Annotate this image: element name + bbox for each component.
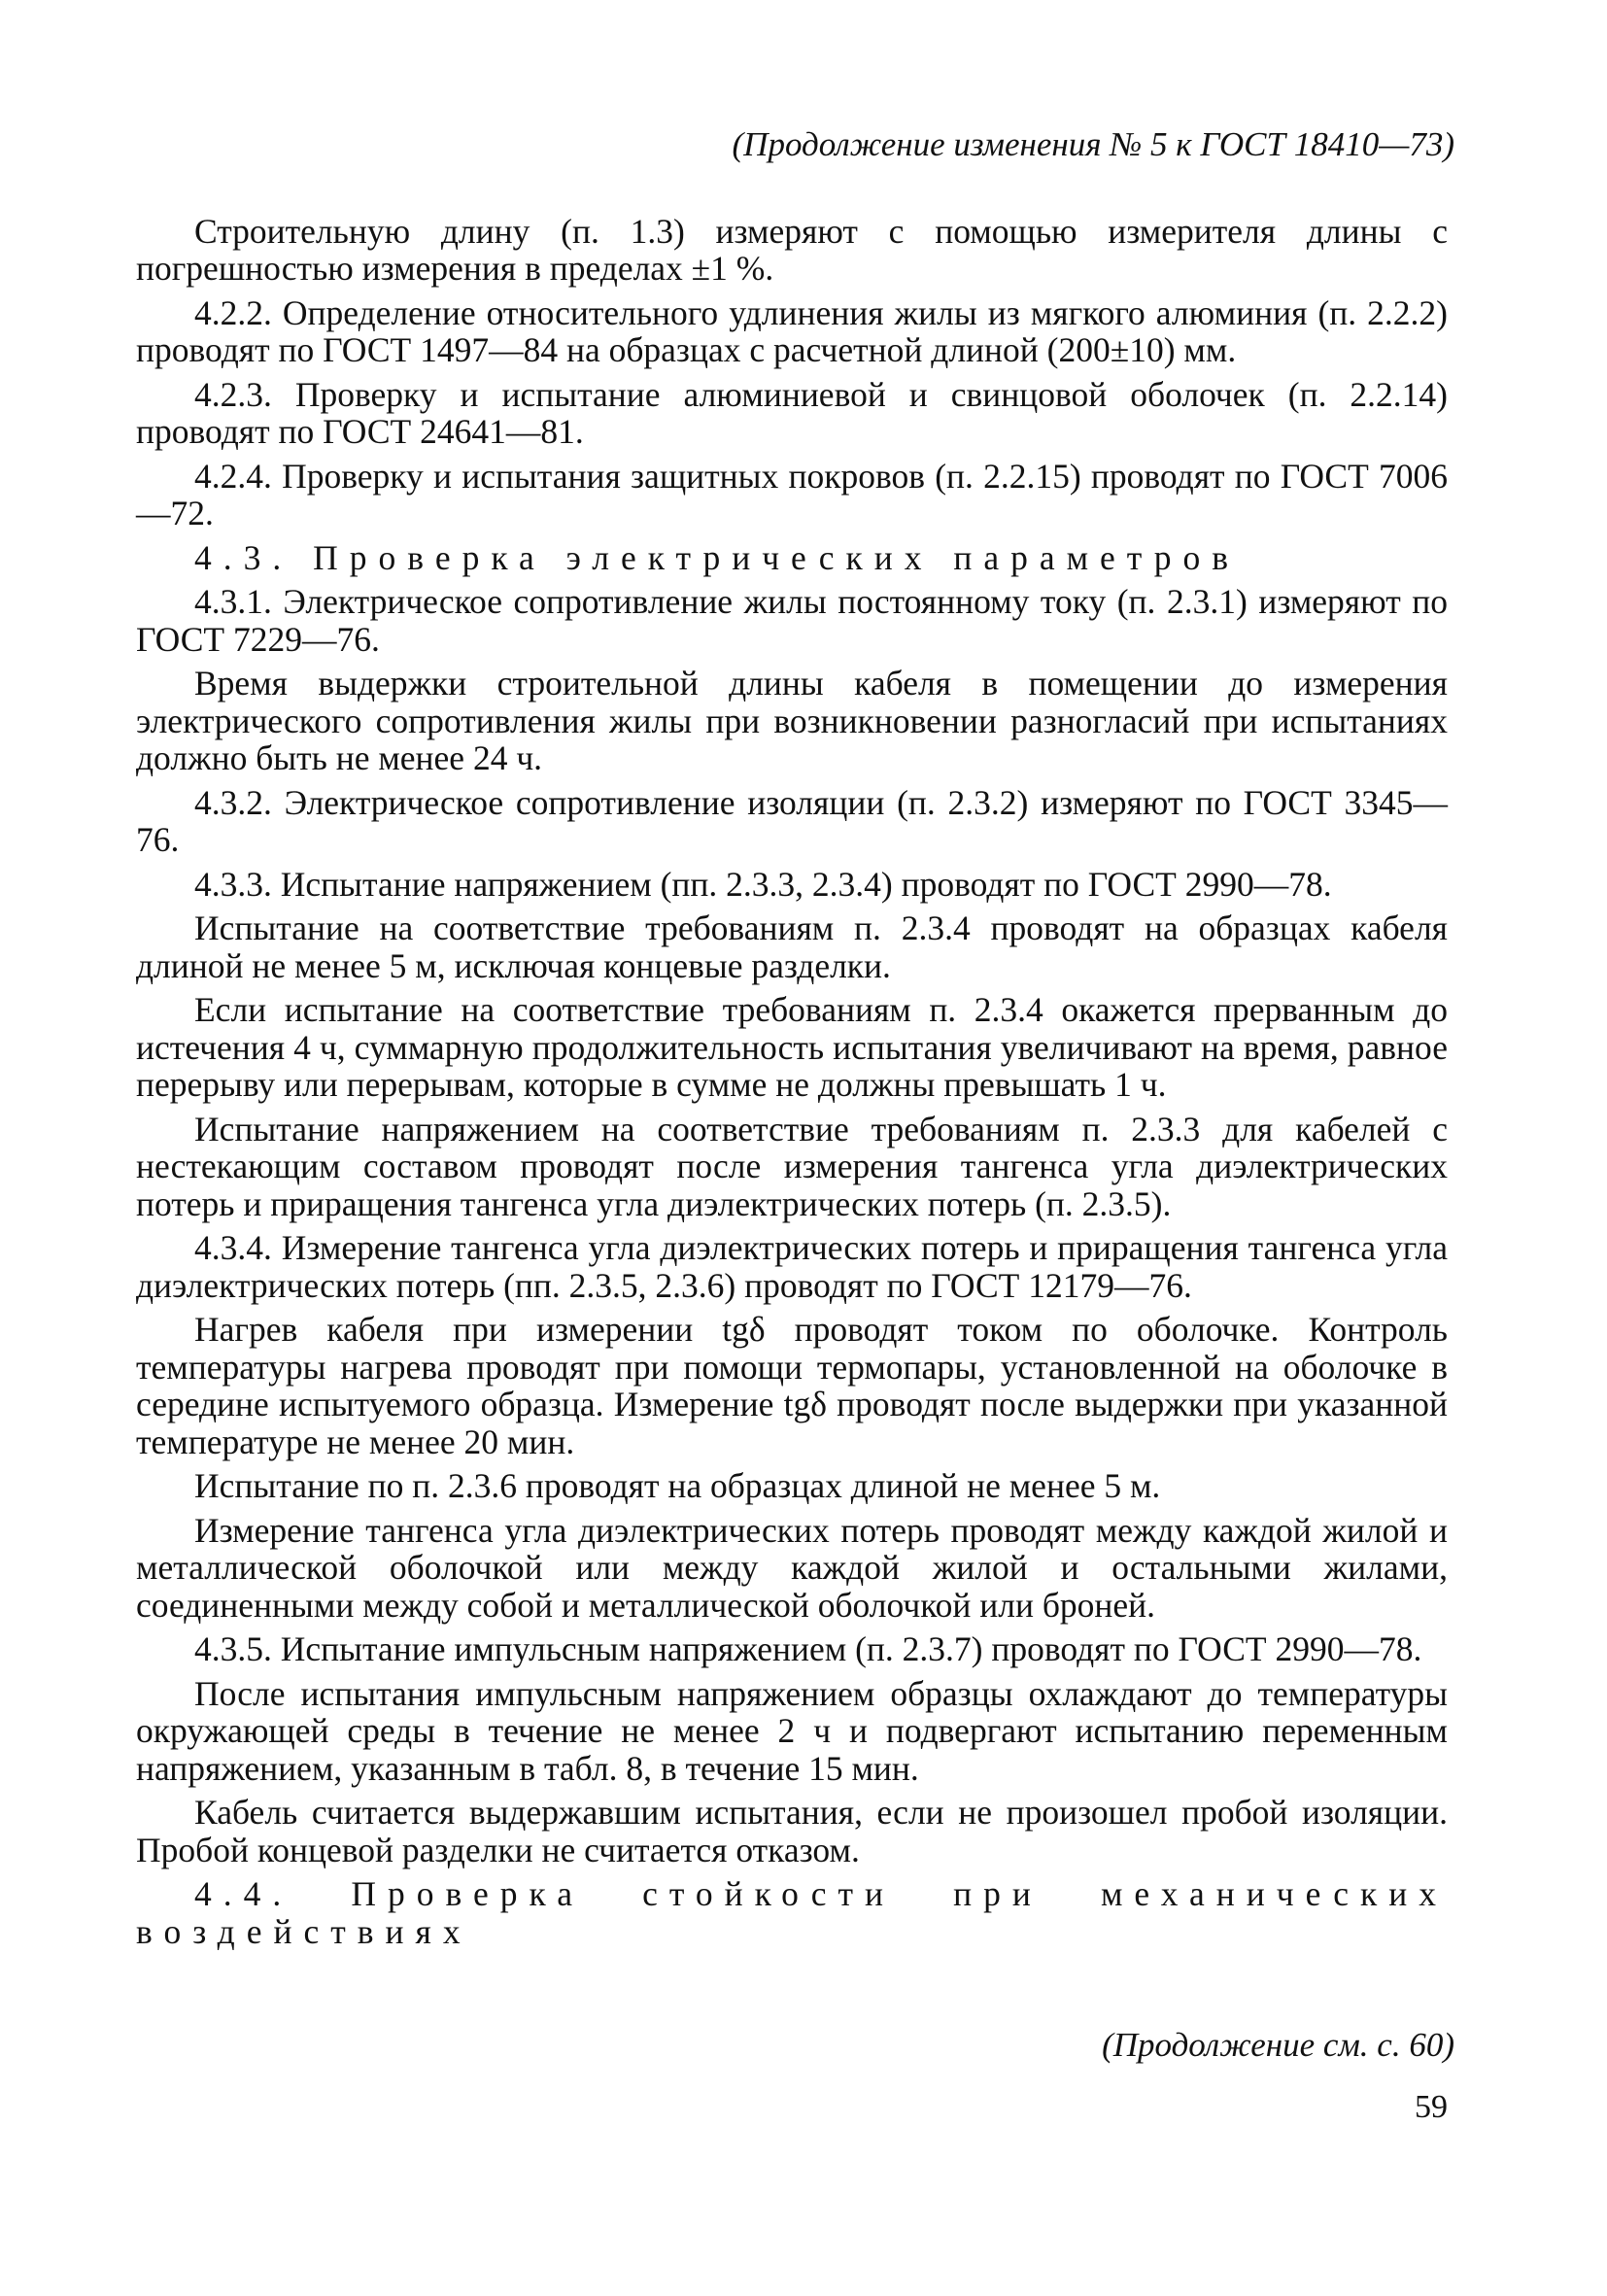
paragraph: Измерение тангенса угла диэлектрических потерь проводят между каждой жилой и металлической оболочкой или между каждой жилой и остальными жилами, соединенными между собой и металлической оболочкой или броней. (136, 1510, 1448, 1625)
page-number: 59 (1415, 2089, 1448, 2125)
paragraph: Нагрев кабеля при измерении tgδ проводят током по оболочке. Контроль температуры нагрева проводят при помощи термопары, установленной на оболочке в середине испытуемого образца. Измерение tgδ проводят после выдержки при указанной температуре не менее 20 мин. (136, 1310, 1448, 1461)
section-heading-4-4: 4.4. Проверка стойкости при механических воздействиях (136, 1874, 1448, 1951)
paragraph: 4.3.1. Электрическое сопротивление жилы постоянному току (п. 2.3.1) измеряют по ГОСТ 7229—76. (136, 582, 1448, 659)
section-heading-4-3: 4.3. Проверка электрических параметров (194, 537, 1241, 577)
page-header: (Продолжение изменения № 5 к ГОСТ 18410—73) (732, 125, 1454, 163)
paragraph: После испытания импульсным напряжением образцы охлаждают до температуры окружающей среды в течение не менее 2 ч и подвергают испытанию переменным напряжением, указанным в табл. 8, в течение 15 мин. (136, 1673, 1448, 1788)
paragraph: Испытание напряжением на соответствие требованиям п. 2.3.3 для кабелей с нестекающим составом проводят после измерения тангенса угла диэлектрических потерь и приращения тангенса угла диэлектрических потерь (п. 2.3.5). (136, 1109, 1448, 1223)
paragraph: Испытание на соответствие требованиям п. 2.3.4 проводят на образцах кабеля длиной не менее 5 м, исключая концевые разделки. (136, 908, 1448, 985)
paragraph: 4.2.3. Проверку и испытание алюминиевой и свинцовой оболочек (п. 2.2.14) проводят по ГОСТ 24641—81. (136, 374, 1448, 451)
paragraph: 4.3.4. Измерение тангенса угла диэлектрических потерь и приращения тангенса угла диэлектрических потерь (пп. 2.3.5, 2.3.6) проводят по ГОСТ 12179—76. (136, 1228, 1448, 1305)
paragraph: Испытание по п. 2.3.6 проводят на образцах длиной не менее 5 м. (194, 1466, 1161, 1505)
paragraph: 4.2.2. Определение относительного удлинения жилы из мягкого алюминия (п. 2.2.2) проводят по ГОСТ 1497—84 на образцах с расчетной длиной (200±10) мм. (136, 292, 1448, 369)
paragraph: 4.3.3. Испытание напряжением (пп. 2.3.3, 2.3.4) проводят по ГОСТ 2990—78. (194, 864, 1332, 904)
paragraph: 4.2.4. Проверку и испытания защитных покровов (п. 2.2.15) проводят по ГОСТ 7006—72. (136, 456, 1448, 532)
document-page (136, 125, 1454, 2264)
paragraph: Строительную длину (п. 1.3) измеряют с помощью измерителя длины с погрешностью измерения в пределах ±1 %. (136, 211, 1448, 288)
paragraph: Время выдержки строительной длины кабеля в помещении до измерения электрического сопротивления жилы при возникновении разногласий при испытаниях должно быть не менее 24 ч. (136, 664, 1448, 777)
continuation-note: (Продолжение см. с. 60) (1102, 2026, 1454, 2064)
paragraph: Кабель считается выдержавшим испытания, если не произошел пробой изоляции. Пробой концевой разделки не считается отказом. (136, 1793, 1448, 1869)
paragraph: Если испытание на соответствие требованиям п. 2.3.4 окажется прерванным до истечения 4 ч, суммарную продолжительность испытания увеличивают на время, равное перерыву или перерывам, которые в сумме не должны превышать 1 ч. (136, 990, 1448, 1104)
paragraph: 4.3.5. Испытание импульсным напряжением (п. 2.3.7) проводят по ГОСТ 2990—78. (194, 1629, 1422, 1668)
paragraph: 4.3.2. Электрическое сопротивление изоляции (п. 2.3.2) измеряют по ГОСТ 3345—76. (136, 782, 1448, 859)
